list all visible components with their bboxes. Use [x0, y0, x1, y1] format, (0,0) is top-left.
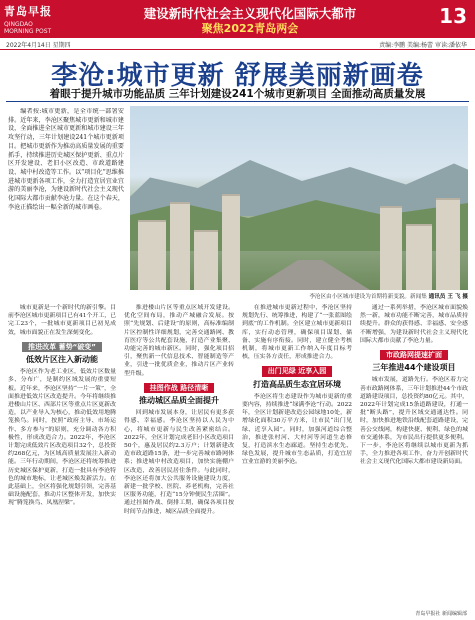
newspaper-logo: [4, 3, 56, 33]
photo-building: [380, 206, 402, 290]
photo-building: [138, 220, 166, 290]
column-text: 城市更新是一个新时代的新引擎。目前李沧区城市更新项目已有41个开工，已完工23个，一批城市更新项目已初见成效，城市面貌正在发生深刻变化。: [8, 305, 116, 336]
article-column-3: [242, 304, 352, 604]
section-subtitle: 推动城区品质全面提升: [139, 396, 219, 406]
photo-building: [436, 198, 460, 290]
photo-building: [406, 224, 432, 290]
issue-date: 2022年4月14日 星期四: [6, 42, 71, 49]
photo-building: [194, 230, 218, 290]
section-subtitle: 打造高品质生态宜居环境: [253, 379, 341, 389]
page-number: 13: [439, 4, 467, 28]
city-photo: [130, 106, 468, 290]
column-text: 在推进城市更新过程中，李沧区坚持规划先行、统筹推进，构建了“一张蓝图绘到底”的工作机制。全区建立城市更新项目库，实行动态管理，确保项目谋划、储备、实施有序衔接。同时，建立健全考核机制，将城市更新工作纳入年度目标考核，压实各方责任，形成推进合力。: [242, 305, 352, 361]
column-text: 通过一系列举措，李沧区城市面貌焕然一新，城市功能不断完善，城市品质持续提升。群众的获得感、幸福感、安全感不断增强，为建设新时代社会主义现代化国际大都市贡献了李沧力量。: [360, 305, 468, 344]
page-subheadline: 着眼于提升城市功能品质 三年计划建设241个城市更新项目 全面推动高质量发展: [49, 88, 426, 100]
column-text: 李沧区将生态建设作为城市更新的重要内容，持续推进“绿满李沧”行动。2022年，全区计划新建改造公园绿地10处，新增绿化面积30万平方米，让市民“出门见绿、近享入园”。同时，加强河道综合整治，推进张村河、大村河等河道生态修复，打造滨水生态廊道。坚持生态优先、绿色发展，提升城市生态品质，打造宜居宜业宜游的美丽李沧。: [242, 393, 352, 466]
section-subtitle: 三年推进44个建设项目: [372, 363, 456, 373]
section-tag: 出门见绿 近享入园: [262, 366, 332, 376]
column-text: 城市发展，道路先行。李沧区着力完善市政路网体系，三年计划推进44个市政道路建设项目，总投资约80亿元。其中，2022年计划完成15条道路建设，打通一批“断头路”，提升区域交通通达性。同时，加快推进地铁沿线配套道路建设，完善公交线网，构建快捷、便利、绿色的城市交通体系，为市民出行提供更多便利。下一步，李沧区将继续以城市更新为抓手，全力推进各项工作，奋力开创新时代社会主义现代化国际大都市建设新局面。: [360, 377, 468, 466]
section-heading: [242, 366, 352, 376]
lead-box: [8, 108, 124, 300]
column-text: 推进楼山片区等重点区域开发建设。优化空间布局，推动产城融合发展。按照“先规划、后建设”的原则，高标准编制片区控制性详细规划，完善交通路网、教育医疗等公共配套设施，打造产业集聚、功能完善的城市新区。同时，强化项目招引，聚焦新一代信息技术、智能制造等产业，引进一批优质企业，推动片区产业转型升级。: [124, 305, 234, 377]
caption-credit: 通讯员 王 飞 摄: [428, 294, 468, 300]
photo-caption: [200, 292, 468, 300]
photo-building: [170, 202, 190, 290]
article-column-2: [124, 304, 234, 604]
logo-sub: QINGDAO MORNING POST: [4, 21, 52, 35]
column-text: 李沧区作为老工业区，低效片区数量多、分布广，是制约区域发展的重要短板。近年来，李沧区坚持“一片一策”，全面推进低效片区改造提升。今年将继续推进楼山片区、西部片区等重点片区更新改造，以产业导入为核心，推动低效用地腾笼换鸟。同时，按照“政府主导、市场运作、多方参与”的原则，充分调动各方积极性，形成改造合力。2022年，李沧区计划完成低效片区改造项目32个，总投资约268亿元，为区域高质量发展注入新动能。三年行动期间，李沧区还将统筹推进历史城区保护更新，打造一批具有李沧特色的城市地标，让老城区焕发新活力。在此基础上，全区将强化规划引领，完善基础设施配套，推动片区整体开发，加快实现“腾笼换鸟、凤凰涅槃”。: [8, 369, 116, 507]
column-text: 回到城市发展本身，让居民有更多获得感、幸福感。李沧区坚持以人民为中心，将城市更新与民生改善紧密结合。2022年，全区计划完成老旧小区改造项目50个，惠及居民约2.3万户；计划新建改造市政道路15条，进一步完善城市路网体系；推进城中村改造项目，加快实施棚户区改造，改善居民居住条件。与此同时，李沧区还将加大公共服务设施建设力度，新建一批学校、医院、养老机构，完善社区服务功能，打造“15分钟便民生活圈”。通过挂图作战、倒排工期，确保各项目按时间节点推进，城区品质全面提升。: [124, 410, 234, 515]
masthead-subtitle: 聚焦2022青岛两会: [201, 22, 299, 35]
article-column-4: [360, 304, 468, 604]
masthead: [0, 0, 475, 38]
caption-text: 李沧区由小区城市建设为首期将新变貌。新闻集: [309, 294, 427, 300]
section-tag: 推进改革 蓄势“破变”: [22, 342, 102, 352]
page-footer: 青岛早报社 新闻编辑部: [415, 611, 467, 617]
article-column-1: [8, 304, 116, 604]
section-heading: [8, 342, 116, 352]
section-heading: [360, 350, 468, 360]
section-subtitle: 低效片区注入新动能: [26, 355, 98, 365]
editor-credits: 责编:李鹏 美编:杨蕾 审读:潘依华: [379, 42, 467, 49]
masthead-title: 建设新时代社会主义现代化国际大都市: [143, 6, 357, 21]
logo-main: 青岛早报: [4, 5, 52, 18]
section-tag: 市政路网提速扩面: [380, 350, 448, 360]
photo-road: [250, 260, 370, 290]
lead-text: 编者按:城市更新，是全市统一部署安排。近年来，李沧区聚焦城市更新和城市建设，全面推进全区城市更新和城市建设三年攻坚行动，三年计划建设241个城市更新项目。把城市更新作为推动高质量发展的重要抓手，持续推进历史城区保护更新、重点片区开发建设、老旧小区改造、市政道路建设、城中村改造等工作。以“项目化”思维推进城市更新各项工作，全力打造宜居宜业宜游的美丽李沧，为建设新时代社会主义现代化国际大都市贡献李沧力量。在这个春天，李沧正描绘出一幅全新的城市画卷。: [8, 108, 124, 211]
page-headline: 李沧:城市更新 舒展美丽新画卷: [51, 61, 424, 91]
section-heading: [124, 383, 234, 393]
headline-divider: [6, 101, 469, 102]
section-tag: 挂图作战 路径清晰: [144, 383, 214, 393]
info-bar: [0, 38, 475, 50]
photo-building: [222, 194, 240, 290]
